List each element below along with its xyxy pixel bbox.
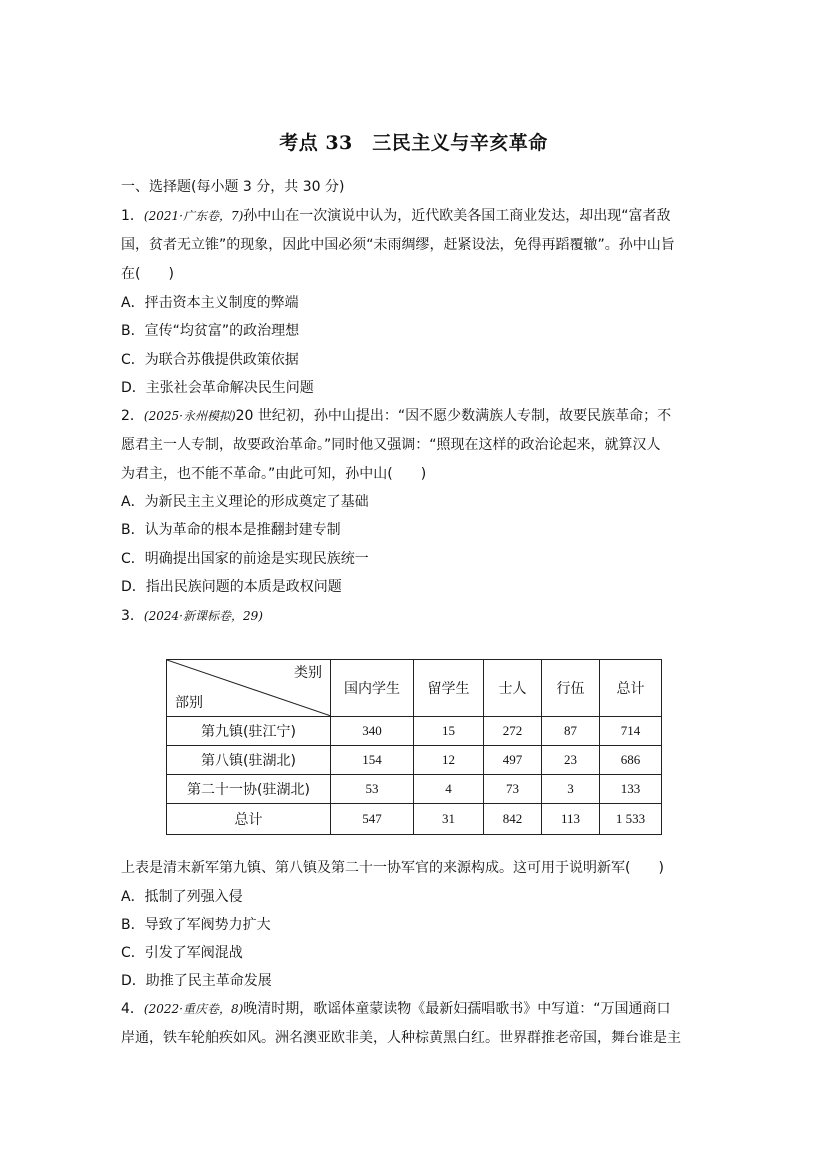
question-1-option-c: C．为联合苏俄提供政策依据: [121, 352, 299, 368]
question-3-option-d: D．助推了民主革命发展: [121, 973, 272, 989]
question-text: 20 世纪初，孙中山提出：“因不愿少数满族人专制，故要民族革命；不: [235, 408, 672, 424]
table-cell: 1 533: [600, 804, 662, 835]
question-3-stem: 上表是清末新军第九镇、第八镇及第二十一协军官的来源构成。这可用于说明新军( ): [121, 860, 664, 876]
row-label: 总计: [167, 804, 331, 835]
question-2-option-a: A．为新民主主义理论的形成奠定了基础: [121, 494, 369, 510]
question-number: 2．: [121, 408, 144, 424]
corner-label-unit: 部别: [175, 695, 203, 711]
question-text: 晚清时期，歌谣体童蒙读物《最新妇孺唱歌书》中写道：“万国通商口: [243, 1001, 671, 1017]
column-header: 国内学生: [331, 660, 414, 717]
table-cell: 154: [331, 746, 414, 775]
table-cell: 686: [600, 746, 662, 775]
table-cell: 15: [414, 717, 484, 746]
question-2-line-2: 愿君主一人专制，故要政治革命。”同时他又强调：“照现在这样的政治论起来，就算汉人: [121, 437, 661, 453]
table-cell: 547: [331, 804, 414, 835]
table-cell: 4: [414, 775, 484, 804]
row-label: 第九镇(驻江宁): [167, 717, 331, 746]
question-source: (2021·广东卷，7): [143, 209, 244, 223]
section-heading: 一、选择题(每小题 3 分，共 30 分): [121, 179, 345, 195]
column-header: 总计: [600, 660, 662, 717]
table-cell: 272: [484, 717, 542, 746]
question-source: (2022·重庆卷，8): [143, 1002, 244, 1016]
page-title: 考点 33 三民主义与辛亥革命: [279, 132, 548, 154]
question-1-line-3: 在( ): [121, 266, 174, 282]
table-row: [167, 746, 662, 775]
question-source: (2025·永州模拟): [143, 409, 236, 423]
question-2-line-1: [121, 406, 721, 426]
row-label: 第八镇(驻湖北): [167, 746, 331, 775]
table-cell: 12: [414, 746, 484, 775]
table-cell: 497: [484, 746, 542, 775]
table-cell: 23: [542, 746, 600, 775]
question-text: 孙中山在一次演说中认为，近代欧美各国工商业发达，却出现“富者敌: [243, 208, 671, 224]
corner-label-category: 类别: [294, 665, 322, 681]
row-label: 第二十一协(驻湖北): [167, 775, 331, 804]
table-cell: 133: [600, 775, 662, 804]
column-header: 留学生: [414, 660, 484, 717]
question-number: 1．: [121, 208, 144, 224]
question-4-line-1: [121, 999, 721, 1019]
question-number: 3．: [121, 608, 144, 624]
table-row: [167, 717, 662, 746]
question-3-line-1: [121, 606, 721, 626]
question-3-option-c: C．引发了军阀混战: [121, 945, 243, 961]
question-1-option-a: A．抨击资本主义制度的弊端: [121, 295, 299, 311]
table-row: [167, 775, 662, 804]
table-cell: 87: [542, 717, 600, 746]
question-1-option-d: D．主张社会革命解决民生问题: [121, 380, 314, 396]
table-cell: 842: [484, 804, 542, 835]
table-cell: 714: [600, 717, 662, 746]
question-1-option-b: B．宣传“均贫富”的政治理想: [121, 323, 300, 339]
question-source: (2024·新课标卷，29): [143, 609, 263, 623]
column-header: 行伍: [542, 660, 600, 717]
officer-source-table: [166, 659, 662, 835]
question-2-option-c: C．明确提出国家的前途是实现民族统一: [121, 551, 369, 567]
question-2-option-b: B．认为革命的根本是推翻封建专制: [121, 522, 341, 538]
table-row: [167, 804, 662, 835]
question-number: 4．: [121, 1001, 144, 1017]
question-1-line-2: 国，贫者无立锥”的现象，因此中国必须“未雨绸缪，赶紧设法，免得再蹈覆辙”。孙中山旨: [121, 237, 675, 253]
question-3-option-b: B．导致了军阀势力扩大: [121, 917, 271, 933]
table-cell: 113: [542, 804, 600, 835]
question-2-option-d: D．指出民族问题的本质是政权问题: [121, 579, 342, 595]
table-cell: 3: [542, 775, 600, 804]
column-header: 士人: [484, 660, 542, 717]
question-1-line-1: [121, 206, 721, 226]
table-cell: 73: [484, 775, 542, 804]
question-3-option-a: A．抵制了列强入侵: [121, 889, 243, 905]
table-corner-cell: [167, 660, 331, 717]
table-cell: 340: [331, 717, 414, 746]
table-cell: 31: [414, 804, 484, 835]
table-cell: 53: [331, 775, 414, 804]
question-4-line-2: 岸通，铁车轮舶疾如风。洲名澳亚欧非美，人种棕黄黑白红。世界群推老帝国，舞台谁是主: [121, 1030, 681, 1046]
question-2-line-3: 为君主，也不能不革命。”由此可知，孙中山( ): [121, 466, 427, 482]
